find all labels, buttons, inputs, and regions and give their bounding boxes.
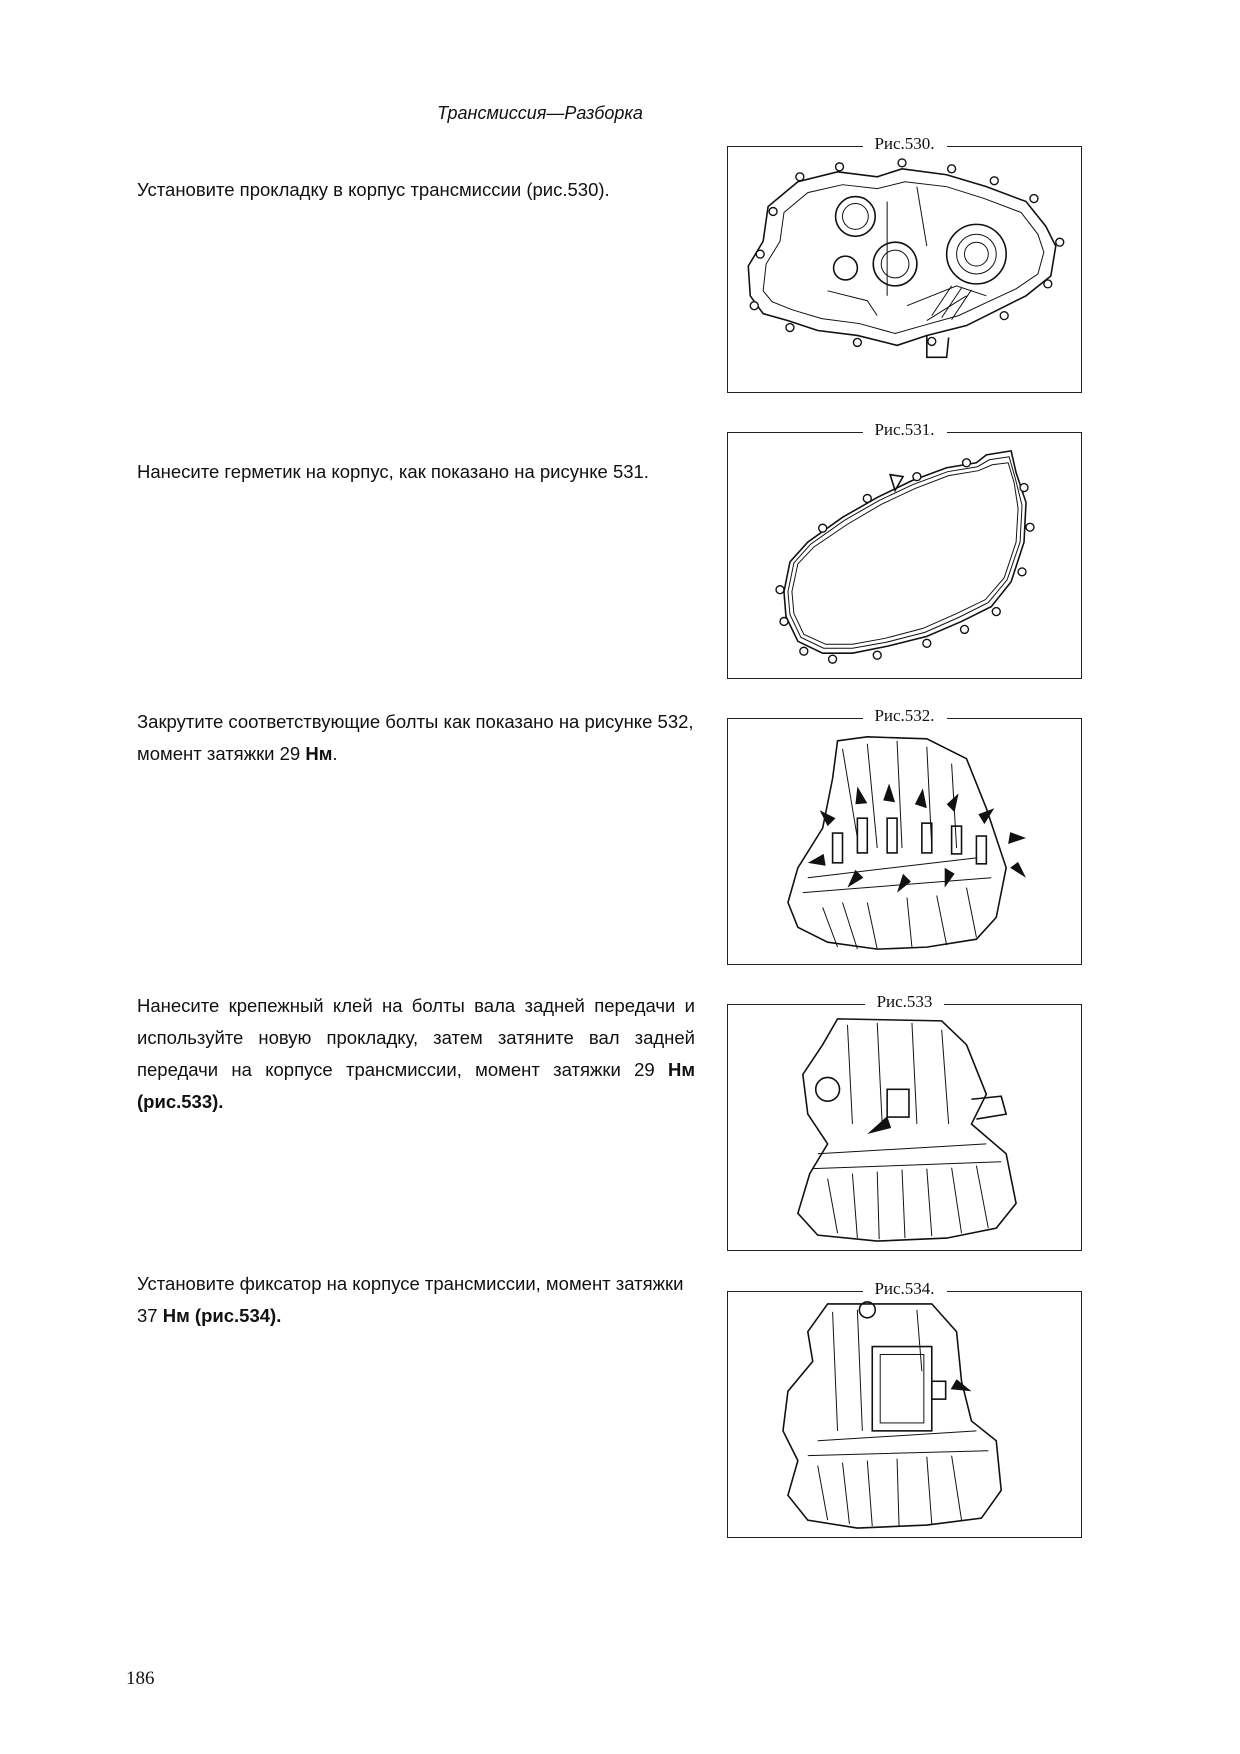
figure-534-label: Рис.534. (862, 1279, 946, 1299)
instruction-532 (137, 706, 695, 770)
sealant-bead-outline-icon (728, 433, 1081, 678)
transmission-housing-gasket-icon (728, 147, 1081, 392)
figure-531-label: Рис.531. (862, 420, 946, 440)
instruction-533 (137, 990, 695, 1118)
torque-unit-ref-534: Нм (рис.534). (162, 1305, 282, 1326)
figure-533 (727, 992, 1082, 1251)
instruction-531: Нанесите герметик на корпус, как показано на рисунке 531. (137, 461, 649, 482)
figure-533-label: Рис.533 (865, 992, 945, 1012)
figure-531 (727, 420, 1082, 679)
figure-530 (727, 134, 1082, 393)
instruction-532-text: Закрутите соответствующие болты как показано на рисунке 532, момент затяжки 29 (137, 711, 694, 764)
instruction-534-text: Установите фиксатор на корпусе трансмиссии, момент затяжки 37 (137, 1273, 684, 1326)
figure-530-label: Рис.530. (862, 134, 946, 154)
torque-unit: Нм (305, 743, 333, 764)
figure-532-label: Рис.532. (862, 706, 946, 726)
instruction-532-end: . (332, 743, 338, 764)
housing-bolts-arrows-icon (728, 719, 1081, 964)
page-header: Трансмиссия—Разборка (437, 103, 643, 123)
instruction-534 (137, 1268, 695, 1332)
reverse-shaft-bolt-icon (728, 1005, 1081, 1250)
figure-532 (727, 706, 1082, 965)
page-number: 186 (126, 1668, 155, 1689)
instruction-530: Установите прокладку в корпус трансмиссии (рис.530). (137, 179, 610, 200)
torque-unit-ref-533: Нм (рис.533). (137, 1059, 695, 1112)
figure-534 (727, 1279, 1082, 1538)
instruction-533-text: Нанесите крепежный клей на болты вала задней передачи и используйте новую прокладку, затем затяните вал задней передачи на корпусе трансмиссии, момент затяжки 29 (137, 995, 695, 1080)
detent-plug-housing-icon (728, 1292, 1081, 1537)
